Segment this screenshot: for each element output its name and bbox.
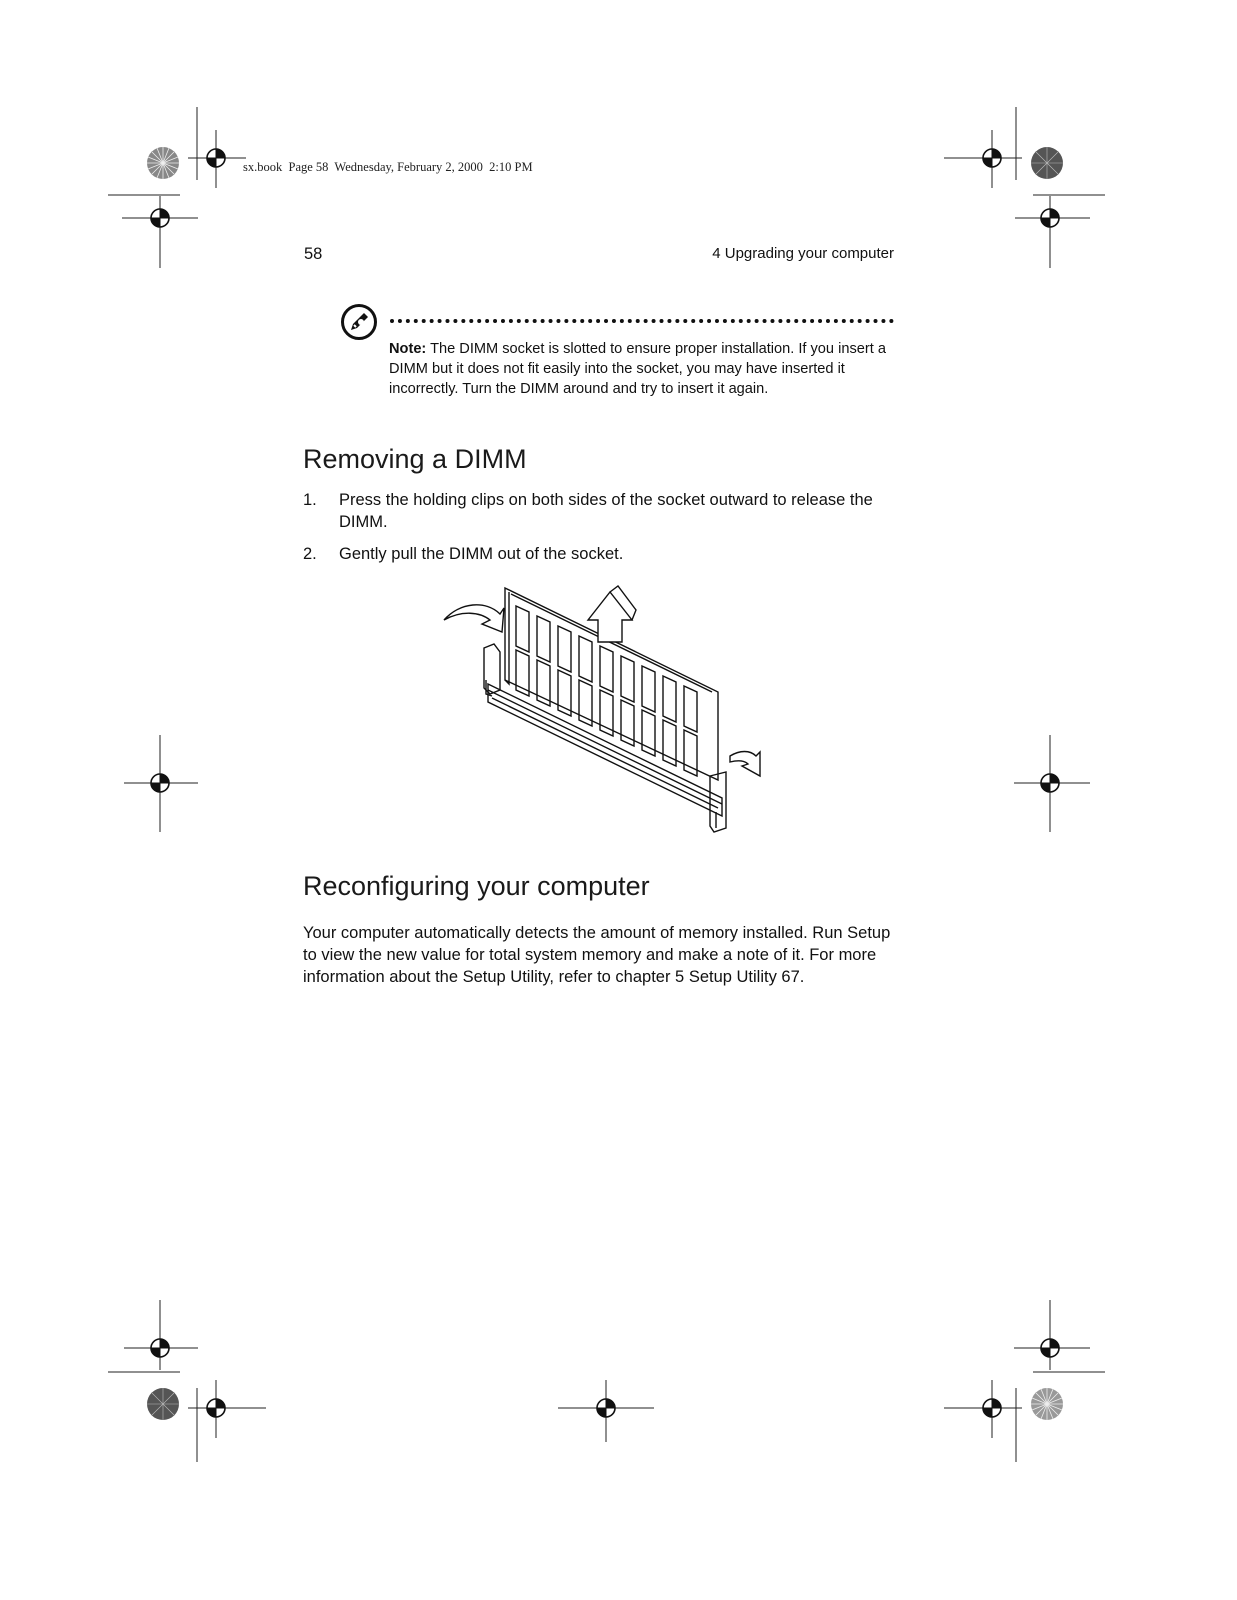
note-divider	[390, 319, 894, 323]
page-number: 58	[304, 245, 323, 263]
step-text: Gently pull the DIMM out of the socket.	[339, 545, 624, 563]
section-heading-reconfiguring: Reconfiguring your computer	[303, 871, 650, 901]
step-number: 1.	[303, 491, 317, 509]
note-text	[389, 339, 889, 399]
list-item	[303, 489, 903, 533]
running-header: 4 Upgrading your computer	[712, 245, 894, 262]
step-text: Press the holding clips on both sides of the socket outward to release the DIMM.	[339, 491, 873, 531]
note-pencil-icon	[340, 303, 378, 341]
reconfigure-paragraph: Your computer automatically detects the amount of memory installed. Run Setup to view the new value for total system memory and make a note of it. For more information about the Setup Utility, refer to chapter 5 Setup Utility 67.	[303, 924, 891, 986]
step-number: 2.	[303, 545, 317, 563]
list-item	[303, 543, 903, 565]
print-slug: sx.book Page 58 Wednesday, February 2, 2000 2:10 PM	[243, 160, 533, 174]
section-heading-removing-dimm: Removing a DIMM	[303, 444, 527, 474]
removal-steps-list	[303, 489, 903, 575]
dimm-removal-illustration	[430, 580, 770, 840]
note-body: The DIMM socket is slotted to ensure proper installation. If you insert a DIMM but it does not fit easily into the socket, you may have inserted it incorrectly. Turn the DIMM around and try to insert it again.	[389, 341, 886, 397]
note-label: Note:	[389, 341, 427, 357]
